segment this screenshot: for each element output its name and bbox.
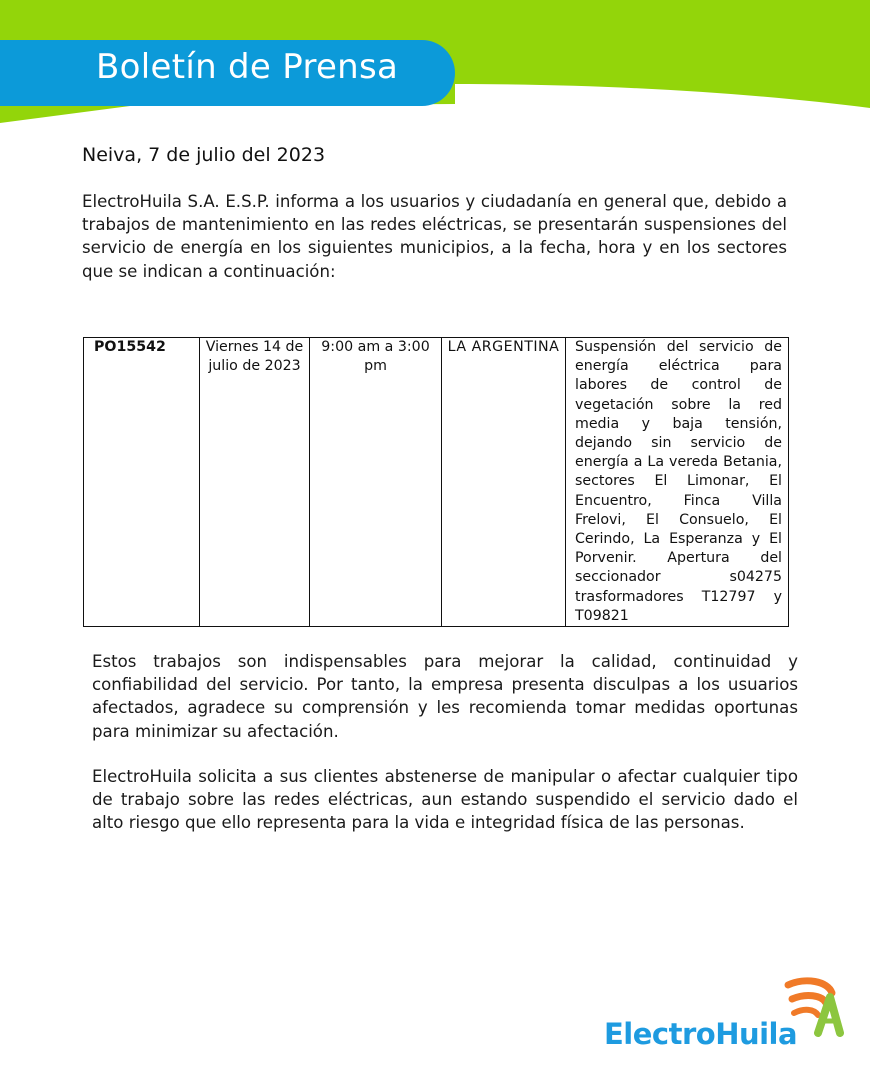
bulletin-title: Boletín de Prensa — [96, 47, 399, 87]
table-row — [84, 338, 789, 627]
outage-code: PO15542 — [84, 338, 200, 627]
outage-description: Suspensión del servicio de energía eléctrica para labores de control de vegetación sobre la red media y baja tensión, dejando sin servicio de energía a La vereda Betania, sectores El Limonar, El Encuentro, Finca Villa Frelovi, El Consuelo, El Cerindo, La Esperanza y El Porvenir. Apertura del seccionador s04275 trasformadores T12797 y T09821 — [566, 338, 789, 627]
outage-date: Viernes 14 de julio de 2023 — [200, 338, 310, 627]
intro-paragraph: ElectroHuila S.A. E.S.P. informa a los usuarios y ciudadanía en general que, debido a trabajos de mantenimiento en las redes eléctricas, se presentarán suspensiones del servicio de energía en los siguientes municipios, a la fecha, hora y en los sectores que se indican a continuación: — [82, 192, 787, 281]
date-line: Neiva, 7 de julio del 2023 — [82, 144, 326, 166]
closing-paragraph-2: ElectroHuila solicita a sus clientes abstenerse de manipular o afectar cualquier tipo de trabajo sobre las redes eléctricas, aun estando suspendido el servicio dado el alto riesgo que ello representa para la vida e integridad física de las personas. — [92, 767, 798, 833]
closing-paragraph-1: Estos trabajos son indispensables para mejorar la calidad, continuidad y confiabilidad del servicio. Por tanto, la empresa presenta disculpas a los usuarios afectados, agradece su comprensión y les recomienda tomar medidas oportunas para minimizar su afectación. — [92, 652, 798, 741]
outage-time: 9:00 am a 3:00 pm — [310, 338, 442, 627]
electrohuila-logo — [600, 975, 850, 1055]
outage-schedule-table — [83, 337, 789, 627]
logo-wordmark: ElectroHuila — [604, 1017, 798, 1051]
outage-municipality: LA ARGENTINA — [442, 338, 566, 627]
